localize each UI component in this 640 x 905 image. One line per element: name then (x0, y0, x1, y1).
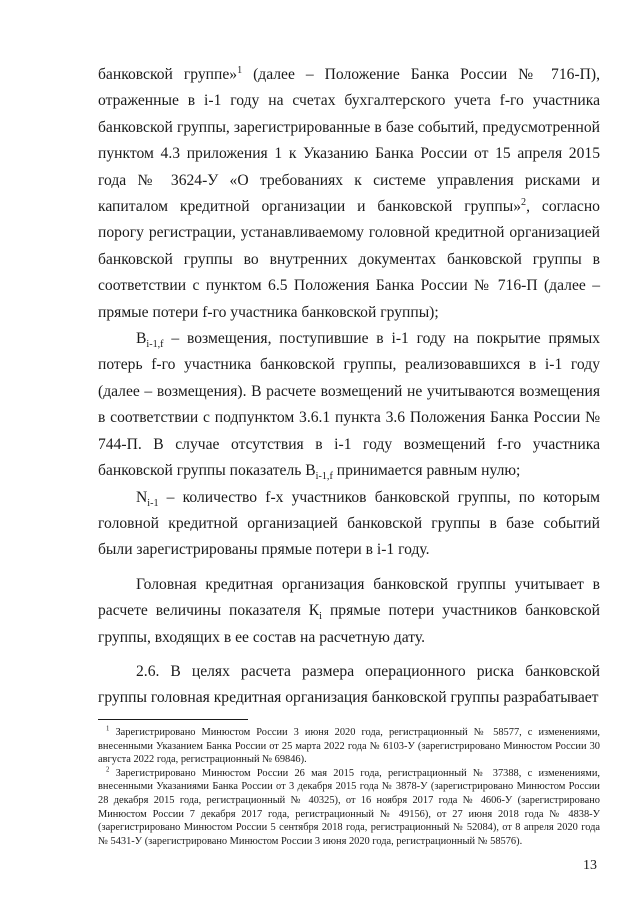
subscript: i-1 (147, 497, 159, 509)
paragraph-direct-losses (98, 62, 600, 326)
text-run: банковской группе» (98, 66, 238, 83)
text-run: Головная кредитная организация банковской группы учитывает в расчете величины показателя К (98, 575, 600, 620)
subscript: i-1,f (146, 339, 164, 351)
footnote-separator (98, 719, 248, 720)
paragraph-section-2-6 (98, 659, 600, 712)
footnote-1 (98, 726, 600, 767)
paragraph-reimbursements (98, 326, 600, 484)
symbol-n: N (136, 488, 148, 506)
footnote-number: 1 (106, 725, 110, 733)
footnote-text: Зарегистрировано Минюстом России 26 мая 2015 года, регистрационный № 37388, с изменениями, внесенными Указаниями Банка России от 3 декабря 2015 года № 3878-У (зарегистрировано Минюстом России 28 декабря 2015 года, регистрационный № 40325), от 16 ноября 2017 года № 4606-У (зарегистрировано Минюстом России 7 декабря 2017 года, регистрационный № 49156), от 27 июня 2018 года № 4838-У (зарегистрировано Минюстом России 5 сентября 2018 года, регистрационный № 52084), от 8 апреля 2020 года № 5431-У (зарегистрировано Минюстом России 3 июня 2020 года, регистрационный № 58576). (98, 767, 600, 847)
text-run: (далее – Положение Банка России № 716-П), отраженные в i-1 году на счетах бухгалтерского учета f-го участника банковской группы, зарегистрированные в базе событий, предусмотренной пунктом 4.3 приложения 1 к Указанию Банка России от 15 апреля 2015 года № 3624-У «О требованиях к системе управления рисками и капиталом кредитной организации и банковской группы» (98, 66, 600, 216)
text-run: 2.6. В целях расчета размера операционного риска банковской группы головная кредитная организация банковской группы разрабатывает (98, 662, 600, 707)
symbol-b: В (136, 330, 147, 348)
main-text (98, 62, 600, 712)
text-run: прямые потери участников банковской группы, входящих в ее состав на расчетную дату. (98, 602, 600, 646)
footnote-ref-1[interactable]: 1 (237, 64, 243, 76)
footnote-number: 2 (106, 766, 110, 774)
footnotes (98, 726, 600, 848)
text-run: – количество f-х участников банковской группы, по которым головной кредитной организацией банковской группы в базе событий были зарегистрированы прямые потери в i-1 году. (98, 488, 600, 559)
text-run: – возмещения, поступившие в i-1 году на покрытие прямых потерь f-го участника банковской группы, реализовавшихся в i-1 году (далее – возмещения). В расчете возмещений не учитываются возмещения в соответствии с подпунктом 3.6.1 пункта 3.6 Положения Банка России № 744-П. В случае отсутствия в i-1 году возмещений f-го участника банковской группы показатель В (98, 330, 600, 480)
footnote-2 (98, 767, 600, 849)
page-number: 13 (583, 858, 597, 873)
footnote-ref-2[interactable]: 2 (521, 196, 527, 208)
text-run: принимается равным нулю; (332, 462, 521, 480)
subscript: i-1,f (315, 471, 333, 483)
text-run: , согласно порогу регистрации, устанавливаемому головной кредитной организацией банковской группы во внутренних документах банковской группы в соответствии с пунктом 6.5 Положения Банка России № 716-П (далее – прямые потери f-го участника банковской группы); (98, 198, 600, 321)
footnote-text: Зарегистрировано Минюстом России 3 июня 2020 года, регистрационный № 58577, с изменениями, внесенными Указанием Банка России от 25 марта 2022 года № 6103-У (зарегистрировано Минюстом России 30 августа 2022 года, регистрационный № 69846). (98, 727, 600, 766)
subscript: i (319, 611, 322, 623)
paragraph-head-organization (98, 572, 600, 651)
paragraph-participants-count (98, 485, 600, 564)
